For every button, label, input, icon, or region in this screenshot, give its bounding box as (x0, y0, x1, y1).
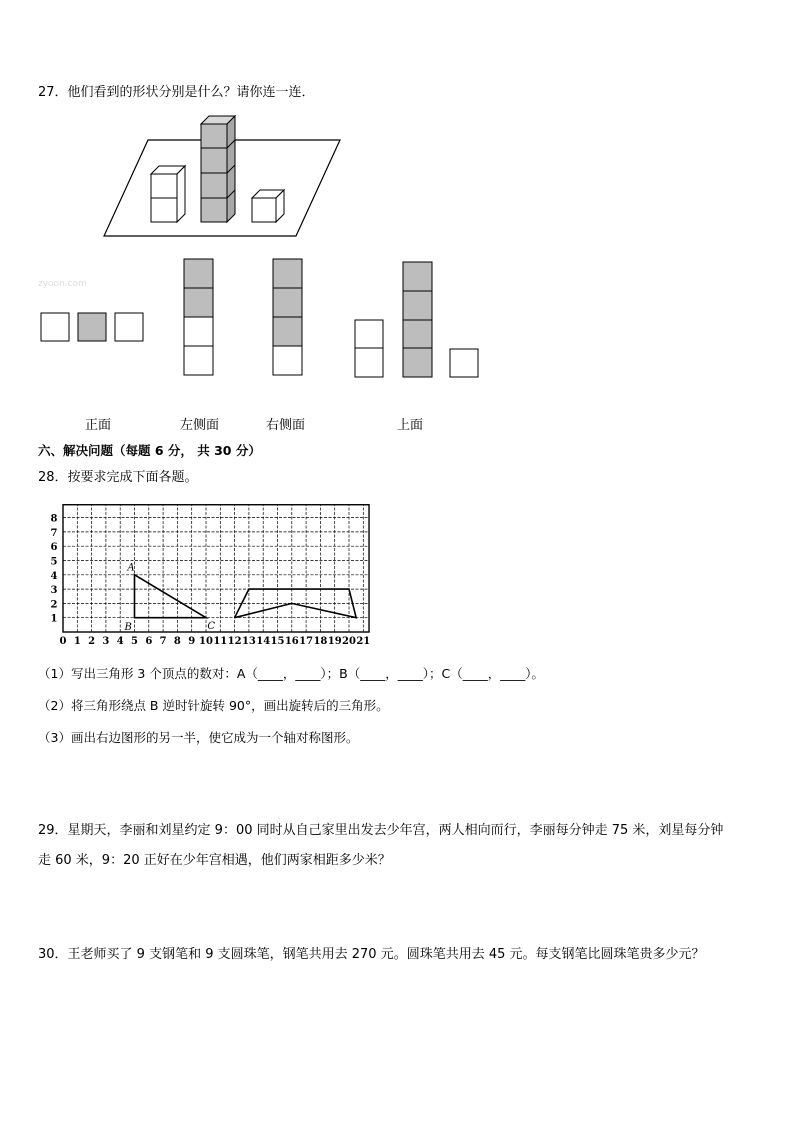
x-tick-label: 11 (213, 636, 228, 647)
x-tick-label: 17 (299, 636, 314, 647)
y-tick-label: 3 (50, 585, 58, 597)
x-tick-label: 20 (342, 636, 356, 647)
cube-stack-2 (151, 166, 185, 222)
x-tick-label: 2 (88, 636, 96, 647)
q27-text: 27．他们看到的形状分别是什么？请你连一连． (38, 85, 315, 100)
q28-sub1: （1）写出三角形 3 个顶点的数对：A（____，____）；B（____，____）；C（____，____）。 (38, 666, 544, 681)
x-tick-label: 5 (131, 636, 138, 647)
x-tick-label: 1 (73, 636, 81, 647)
view-option-1 (41, 313, 143, 341)
x-tick-label: 6 (145, 636, 153, 647)
q29-line1: 29．星期天，李丽和刘星约定 9：00 同时从自己家里出发去少年宫，两人相向而行，李丽每分钟走 75 米，刘星每分钟 (38, 823, 724, 838)
x-tick-label: 7 (159, 636, 167, 647)
y-tick-label: 8 (50, 513, 58, 525)
x-tick-label: 0 (59, 636, 67, 647)
y-tick-label: 5 (50, 556, 58, 568)
coordinate-grid (51, 505, 371, 647)
x-tick-label: 21 (356, 636, 371, 647)
q30-text: 30．王老师买了 9 支钢笔和 9 支圆珠笔，钢笔共用去 270 元。圆珠笔共用去 45 元。每支钢笔比圆珠笔贵多少元？ (38, 947, 705, 962)
cube-stack-4 (201, 116, 235, 222)
watermark: zyoon.com (38, 279, 87, 289)
x-tick-label: 10 (199, 636, 213, 647)
x-tick-label: 3 (102, 636, 110, 647)
point-a-label: A (127, 562, 135, 574)
x-tick-label: 16 (284, 636, 299, 647)
label-right-side: 右侧面 (266, 418, 306, 433)
y-tick-label: 2 (50, 599, 58, 611)
point-c-label: C (207, 621, 216, 633)
x-tick-label: 14 (256, 636, 271, 647)
x-tick-label: 18 (313, 636, 328, 647)
section-title: 六、解决问题（每题 6 分， 共 30 分） (38, 443, 261, 458)
grid-frame (63, 505, 369, 632)
q28-text: 28．按要求完成下面各题。 (38, 470, 198, 485)
x-tick-label: 15 (270, 636, 285, 647)
view-option-4 (355, 262, 478, 377)
q29-line2: 走 60 米，9：20 正好在少年宫相遇，他们两家相距多少米？ (38, 853, 391, 868)
view-option-3 (273, 259, 302, 375)
x-tick-label: 19 (327, 636, 342, 647)
y-tick-label: 1 (50, 613, 58, 625)
q28-sub3: （3）画出右边图形的另一半，使它成为一个轴对称图形。 (38, 730, 359, 745)
x-tick-label: 9 (188, 636, 196, 647)
x-tick-label: 8 (173, 636, 181, 647)
y-tick-label: 4 (50, 570, 58, 582)
label-top: 上面 (397, 418, 424, 433)
cube-single (252, 190, 284, 222)
q28-sub2: （2）将三角形绕点 B 逆时针旋转 90°，画出旋转后的三角形。 (38, 698, 389, 713)
triangle-abc (135, 575, 207, 618)
view-option-2 (184, 259, 213, 375)
x-tick-label: 4 (116, 636, 124, 647)
x-tick-label: 13 (241, 636, 256, 647)
y-tick-label: 7 (50, 527, 58, 539)
x-tick-label: 12 (227, 636, 242, 647)
label-left-side: 左侧面 (180, 418, 220, 433)
point-b-label: B (124, 621, 132, 633)
label-front: 正面 (85, 418, 112, 433)
y-tick-label: 6 (50, 542, 58, 554)
